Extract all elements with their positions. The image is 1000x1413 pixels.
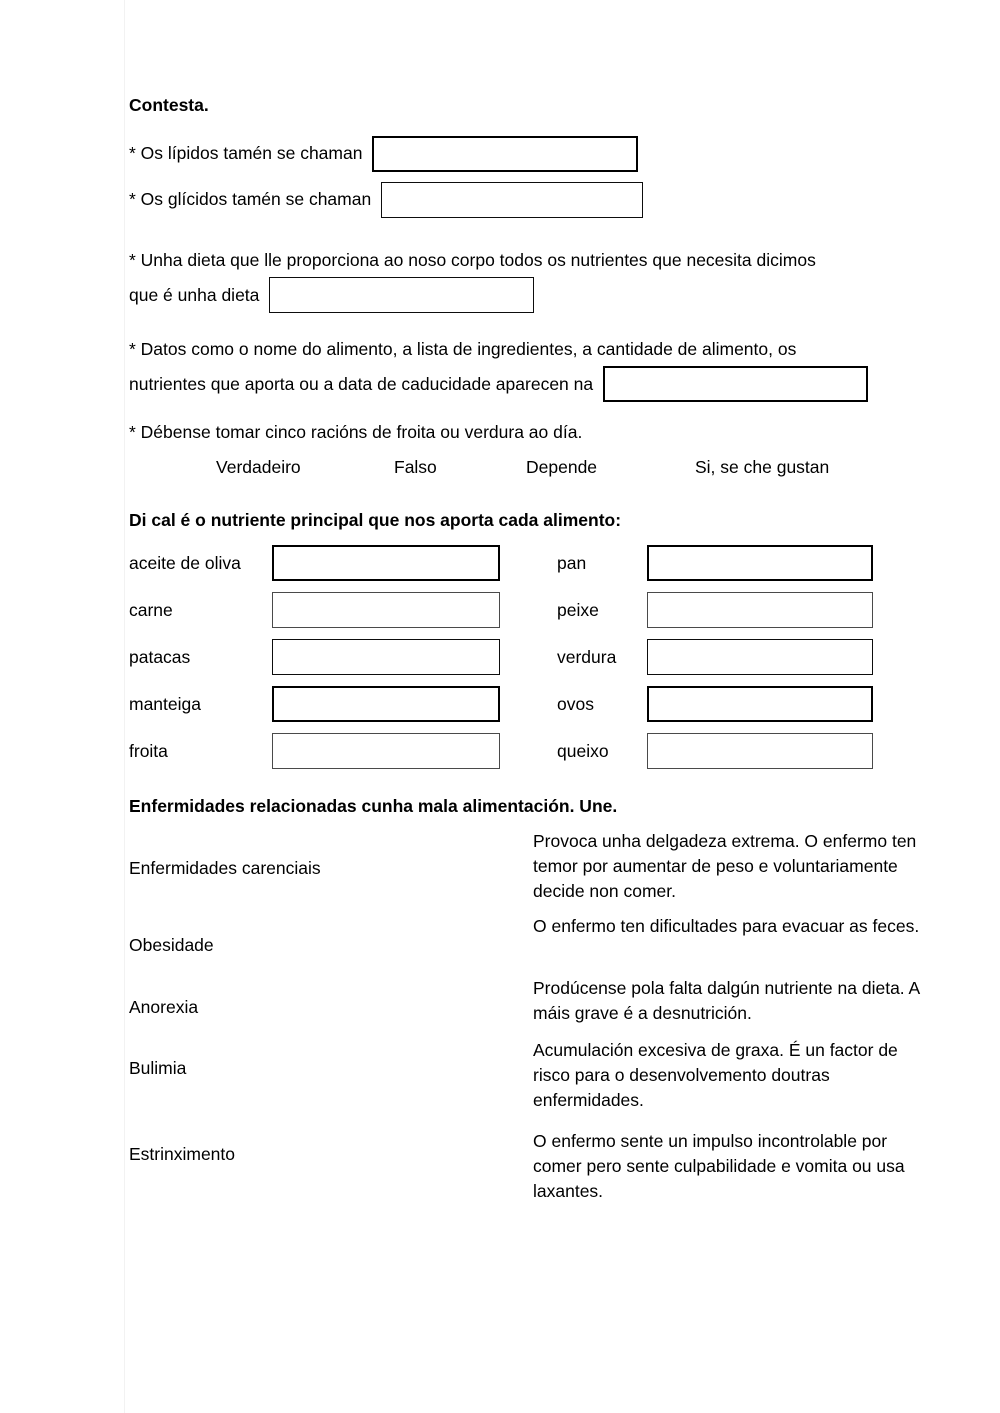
question-dieta-line2-label: que é unha dieta [129,284,260,305]
match-description-obesidade[interactable]: Acumulación excesiva de graxa. É un factor de risco para o desenvolvemento doutras enfermidades. [533,1040,898,1111]
food-answer-box-peixe[interactable] [647,592,873,628]
food-answer-box-queixo[interactable] [647,733,873,769]
question-etiqueta-line1: * Datos como o nome do alimento, a lista de ingredientes, a cantidade de alimento, os [129,339,797,359]
question-dieta [129,244,929,313]
food-label-pan: pan [557,552,587,573]
food-row-manteiga [129,684,201,724]
option-si-se-che-gustan[interactable]: Si, se che gustan [695,457,830,477]
question-lipidos-label: * Os lípidos tamén se chaman [129,143,363,164]
food-row-peixe [557,590,599,630]
match-description-estrinximento[interactable]: O enfermo ten dificultades para evacuar as feces. [533,916,920,936]
food-answer-box-manteiga[interactable] [272,686,500,722]
question-glicidos [129,182,643,218]
food-label-carne: carne [129,599,173,620]
match-term-estrinximento[interactable]: Estrinximento [129,1144,236,1164]
food-label-aceite-de-oliva: aceite de oliva [129,552,241,573]
food-row-patacas [129,637,190,677]
question-racions [129,421,582,445]
food-label-manteiga: manteiga [129,693,201,714]
question-racions-options [129,457,929,483]
food-row-aceite-de-oliva [129,543,241,583]
match-term-bulimia[interactable]: Bulimia [129,1058,187,1078]
food-row-froita [129,731,168,771]
question-racions-statement: * Débense tomar cinco racións de froita ou verdura ao día. [129,422,583,442]
food-answer-box-verdura[interactable] [647,639,873,675]
food-answer-box-froita[interactable] [272,733,500,769]
page-margin-guide [124,0,125,1413]
section-title-nutriente: Di cal é o nutriente principal que nos aporta cada alimento: [129,510,622,530]
question-dieta-line1: * Unha dieta que lle proporciona ao noso corpo todos os nutrientes que necesita dicimos [129,250,816,270]
match-term-enfermidades-carenciais[interactable]: Enfermidades carenciais [129,858,321,878]
food-label-queixo: queixo [557,740,609,761]
food-row-verdura [557,637,616,677]
question-lipidos [129,136,638,172]
food-row-pan [557,543,586,583]
match-description-enfermidades-carenciais[interactable]: Prodúcense pola falta dalgún nutriente na dieta. A máis grave é a desnutrición. [533,978,920,1024]
match-description-bulimia[interactable]: O enfermo sente un impulso incontrolable por comer pero sente culpabilidade e vomita ou usa laxantes. [533,1131,905,1202]
option-depende[interactable]: Depende [526,457,598,477]
question-etiqueta-line2-label: nutrientes que aporta ou a data de caducidade aparecen na [129,373,594,394]
food-row-queixo [557,731,609,771]
section-title-contesta: Contesta. [129,95,209,115]
food-row-ovos [557,684,594,724]
question-glicidos-label: * Os glícidos tamén se chaman [129,189,372,210]
match-term-obesidade[interactable]: Obesidade [129,935,214,955]
food-label-froita: froita [129,740,168,761]
food-label-peixe: peixe [557,599,599,620]
food-answer-box-pan[interactable] [647,545,873,581]
food-row-carne [129,590,173,630]
food-label-ovos: ovos [557,693,594,714]
answer-box-etiqueta[interactable] [603,366,868,402]
answer-box-lipidos[interactable] [372,136,638,172]
food-answer-box-carne[interactable] [272,592,500,628]
answer-box-dieta[interactable] [269,277,534,313]
option-verdadeiro[interactable]: Verdadeiro [216,457,301,477]
match-description-anorexia[interactable]: Provoca unha delgadeza extrema. O enfermo ten temor por aumentar de peso e voluntariamente decide non comer. [533,831,917,902]
food-answer-box-aceite-de-oliva[interactable] [272,545,500,581]
match-term-anorexia[interactable]: Anorexia [129,997,199,1017]
food-answer-box-ovos[interactable] [647,686,873,722]
answer-box-glicidos[interactable] [381,182,643,218]
option-falso[interactable]: Falso [394,457,437,477]
food-label-patacas: patacas [129,646,191,667]
section-title-enfermidades: Enfermidades relacionadas cunha mala alimentación. Une. [129,796,618,816]
food-answer-box-patacas[interactable] [272,639,500,675]
food-label-verdura: verdura [557,646,617,667]
question-etiqueta [129,333,941,402]
